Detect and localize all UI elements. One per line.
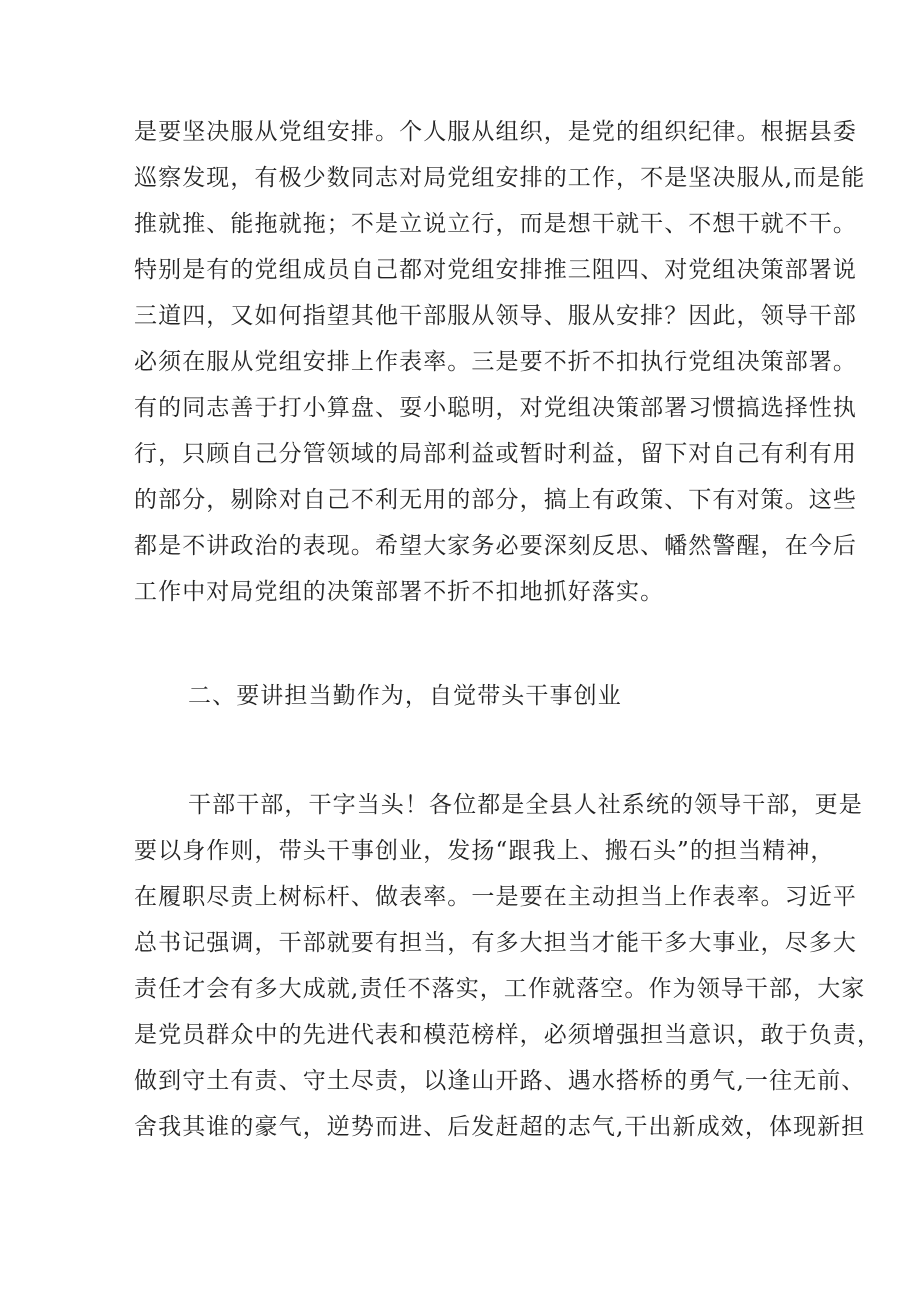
text-line: 三道四，又如何指望其他干部服从领导、服从安排？因此，领导干部 xyxy=(134,303,857,329)
text-line: 是党员群众中的先进代表和模范榜样，必须增强担当意识，敢于负责， xyxy=(134,1022,882,1048)
text-line: 在履职尽责上树标杆、做表率。一是要在主动担当上作表率。习近平 xyxy=(134,884,857,910)
text-line: 的部分，剔除对自己不利无用的部分，搞上有政策、下有对策。这些 xyxy=(134,487,857,513)
text-line: 行，只顾自己分管领域的局部利益或暂时利益，留下对自己有利有用 xyxy=(134,441,857,467)
text-line: 是要坚决服从党组安排。个人服从组织，是党的组织纪律。根据县委 xyxy=(134,119,857,145)
text-line: 必须在服从党组安排上作表率。三是要不折不扣执行党组决策部署。 xyxy=(134,349,857,375)
section-heading: 二、要讲担当勤作为，自觉带头干事创业 xyxy=(188,683,622,709)
text-line: 舍我其谁的豪气，逆势而进、后发赶超的志气,干出新成效，体现新担 xyxy=(134,1114,866,1140)
text-line: 都是不讲政治的表现。希望大家务必要深刻反思、幡然警醒，在今后 xyxy=(134,533,857,559)
text-line: 责任才会有多大成就,责任不落实，工作就落空。作为领导干部，大家 xyxy=(134,976,866,1002)
text-line: 推就推、能拖就拖；不是立说立行，而是想干就干、不想干就不干。 xyxy=(134,211,857,237)
text-line: 特别是有的党组成员自己都对党组安排推三阻四、对党组决策部署说 xyxy=(134,257,857,283)
text-line: 做到守土有责、守土尽责，以逢山开路、遇水搭桥的勇气,一往无前、 xyxy=(134,1068,866,1094)
text-line: 总书记强调，干部就要有担当，有多大担当才能干多大事业，尽多大 xyxy=(134,930,857,956)
text-line: 要以身作则，带头干事创业，发扬“跟我上、搬石头”的担当精神， xyxy=(134,838,835,864)
text-line: 工作中对局党组的决策部署不折不扣地抓好落实。 xyxy=(134,579,665,605)
text-line: 巡察发现，有极少数同志对局党组安排的工作，不是坚决服从,而是能 xyxy=(134,165,866,191)
text-line: 有的同志善于打小算盘、耍小聪明，对党组决策部署习惯搞选择性执 xyxy=(134,395,857,421)
text-line: 干部干部，干字当头！各位都是全县人社系统的领导干部，更是 xyxy=(188,792,863,818)
